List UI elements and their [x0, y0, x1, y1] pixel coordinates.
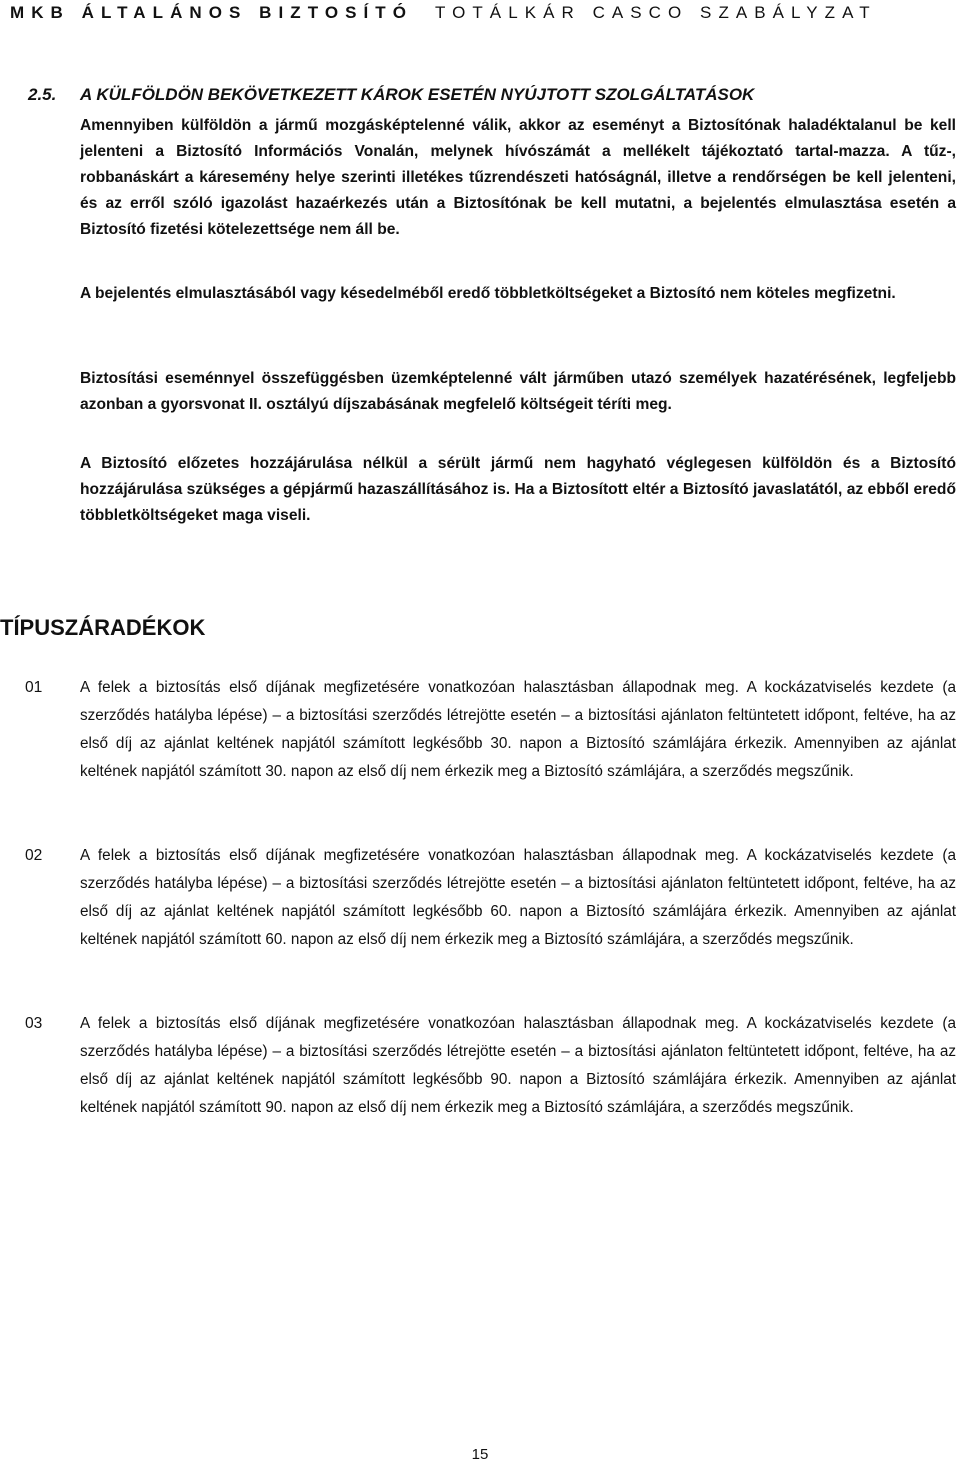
header-company: MKB ÁLTALÁNOS BIZTOSÍTÓ [10, 3, 413, 22]
clause-number: 02 [25, 847, 43, 864]
paragraph-extra-costs: A bejelentés elmulasztásából vagy késedelméből eredő többletköltségeket a Biztosító nem köteles megfizetni. [80, 285, 896, 302]
paragraph-passenger-return: Biztosítási eseménnyel összefüggésben üzemképtelenné vált járműben utazó személyek hazatérésének, legfeljebb azonban a gyorsvonat II. osztályú díjszabásának megfelelő költségeit téríti meg. [80, 370, 956, 413]
clause-number: 03 [25, 1015, 43, 1032]
header-document-title: TOTÁLKÁR CASCO SZABÁLYZAT [434, 3, 877, 22]
clauses-heading: TÍPUSZÁRADÉKOK [0, 615, 206, 640]
paragraph-breakdown-abroad: Amennyiben külföldön a jármű mozgásképtelenné válik, akkor az eseményt a Biztosítónak haladéktalanul be kell jelenteni a Biztosító Információs Vonalán, melynek hívószámát a mellékelt tájékoztató tartal-mazza. A tűz-, robbanáskárt a káresemény helye szerinti illetékes tűzrendészeti hatóságnál, illetve a rendőrségen be kell jelenteni, és az erről szóló igazolást hazaérkezés után a Biztosítónak be kell mutatni, a bejelentés elmulasztása esetén a Biztosító fizetési kötelezettsége nem áll be. [80, 117, 956, 238]
page-number: 15 [471, 1446, 489, 1463]
section-title: A KÜLFÖLDÖN BEKÖVETKEZETT KÁROK ESETÉN NYÚJTOTT SZOLGÁLTATÁSOK [80, 85, 755, 104]
clause-number: 01 [25, 679, 43, 696]
clause-text: A felek a biztosítás első díjának megfizetésére vonatkozóan halasztásban állapodnak meg. A kockázatviselés kezdete (a szerződés hatályba lépése) – a biztosítási szerződés létrejötte esetén – a biztosítási ajánlaton feltüntetett időpont, feltéve, ha az első díj az ajánlat keltének napjától számított legkésőbb 30. napon a Biztosító számlájára érkezik. Amennyiben az ajánlat keltének napjától számított 30. napon az első díj nem érkezik meg a Biztosító számlájára, a szerződés megszűnik. [80, 679, 956, 780]
paragraph-vehicle-repatriation: A Biztosító előzetes hozzájárulása nélkül a sérült jármű nem hagyható véglegesen külföldön és a Biztosító hozzájárulása szükséges a gépjármű hazaszállításához is. Ha a Biztosított eltér a Biztosító javaslatától, az ebből eredő többletköltségeket maga viseli. [80, 455, 956, 524]
running-header [10, 3, 955, 25]
clause-text: A felek a biztosítás első díjának megfizetésére vonatkozóan halasztásban állapodnak meg. A kockázatviselés kezdete (a szerződés hatályba lépése) – a biztosítási szerződés létrejötte esetén – a biztosítási ajánlaton feltüntetett időpont, feltéve, ha az első díj az ajánlat keltének napjától számított legkésőbb 90. napon a Biztosító számlájára érkezik. Amennyiben az ajánlat keltének napjától számított 90. napon az első díj nem érkezik meg a Biztosító számlájára, a szerződés megszűnik. [80, 1015, 956, 1116]
clause-text: A felek a biztosítás első díjának megfizetésére vonatkozóan halasztásban állapodnak meg. A kockázatviselés kezdete (a szerződés hatályba lépése) – a biztosítási szerződés létrejötte esetén – a biztosítási ajánlaton feltüntetett időpont, feltéve, ha az első díj az ajánlat keltének napjától számított legkésőbb 60. napon a Biztosító számlájára érkezik. Amennyiben az ajánlat keltének napjától számított 60. napon az első díj nem érkezik meg a Biztosító számlájára, a szerződés megszűnik. [80, 847, 956, 948]
section-number: 2.5. [28, 85, 57, 104]
